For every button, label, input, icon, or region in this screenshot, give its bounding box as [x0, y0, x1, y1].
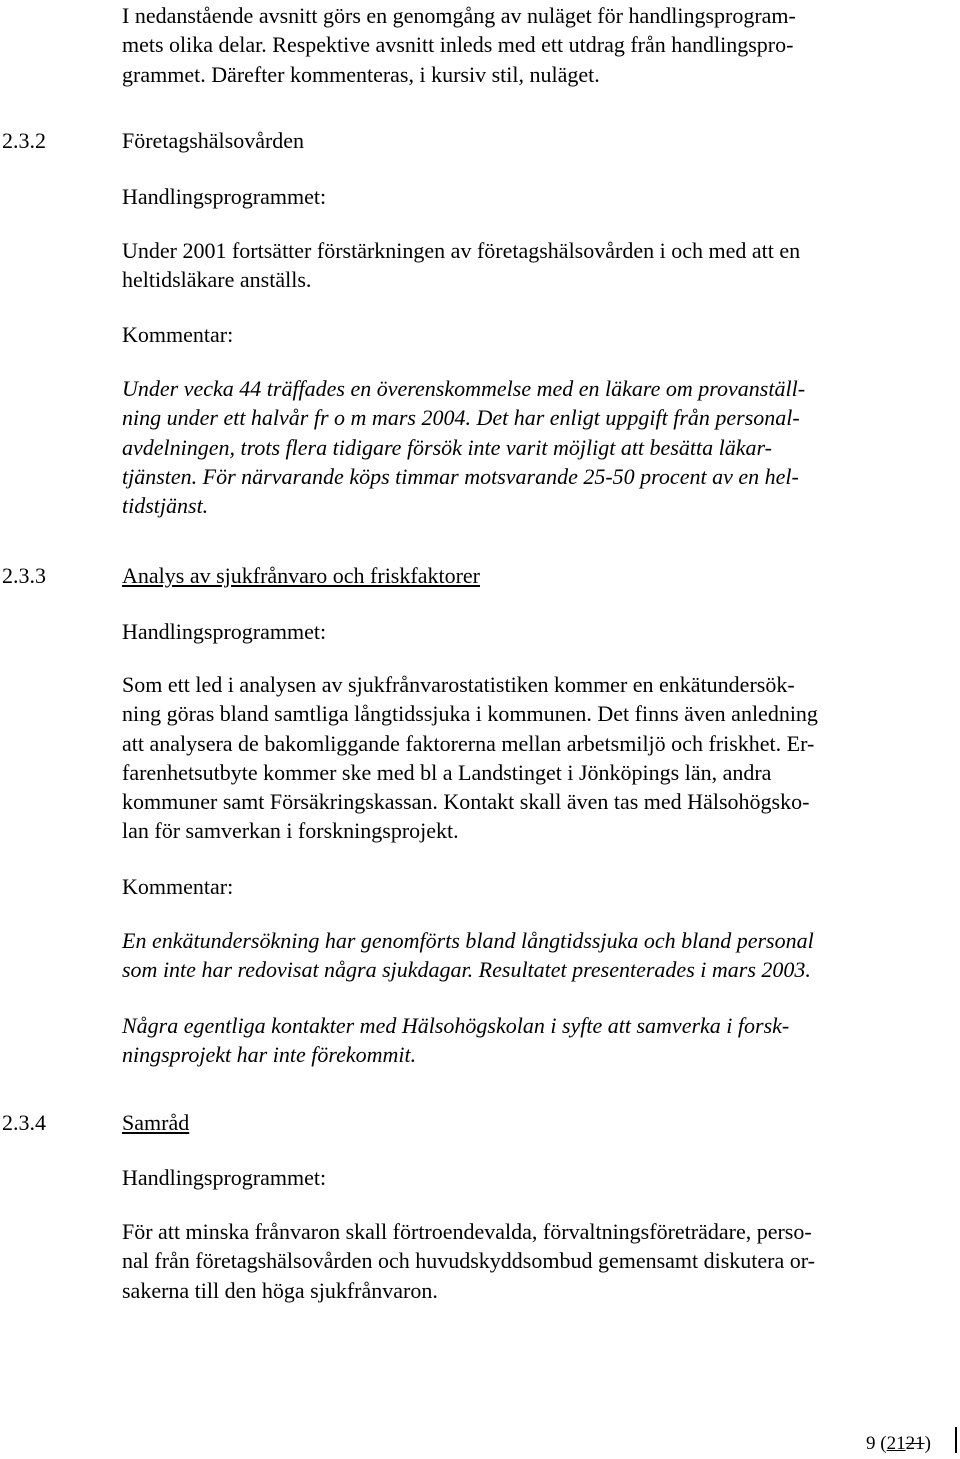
program-line: att analysera de bakomliggande faktorerna mellan arbetsmiljö och friskhet. Er- — [122, 730, 815, 756]
section-number: 2.3.4 — [2, 1110, 46, 1135]
page-number-inserted: 21 — [886, 1433, 906, 1454]
comment-line: ning under ett halvår fr o m mars 2004. Det har enligt uppgift från personal- — [122, 405, 800, 431]
comment-label: Kommentar: — [122, 322, 234, 347]
section-title: Samråd — [122, 1110, 190, 1135]
program-line: nal från företagshälsovården och huvudskyddsombud gemensamt diskutera or- — [122, 1248, 815, 1274]
section-number: 2.3.2 — [2, 128, 46, 153]
comment-paragraph — [122, 926, 934, 985]
program-paragraph — [122, 670, 934, 846]
intro-line: I nedanstående avsnitt görs en genomgång av nuläget för handlingsprogram- — [122, 3, 796, 28]
intro-line: mets olika delar. Respektive avsnitt inleds med ett utdrag från handlingspro- — [122, 32, 794, 58]
program-line: kommuner samt Försäkringskassan. Kontakt skall även tas med Hälsohögsko- — [122, 789, 810, 815]
program-line: För att minska frånvaron skall förtroendevalda, förvaltningsföreträdare, perso- — [122, 1219, 812, 1244]
intro-paragraph — [122, 1, 934, 89]
program-line: lan för samverkan i forskningsprojekt. — [122, 818, 459, 844]
program-label: Handlingsprogrammet: — [122, 1165, 327, 1190]
comment-paragraph — [122, 1011, 934, 1070]
comment-line: tjänsten. För närvarande köps timmar motsvarande 25-50 procent av en hel- — [122, 463, 799, 489]
section-title: Företagshälsovården — [122, 128, 305, 153]
comment-line: Under vecka 44 träffades en överenskommelse med en läkare om provanställ- — [122, 376, 806, 401]
page-number-deleted: 21 — [905, 1433, 925, 1454]
intro-line: grammet. Därefter kommenteras, i kursiv stil, nuläget. — [122, 61, 600, 87]
program-line: ning göras bland samtliga långtidssjuka i kommunen. Det finns även anledning — [122, 701, 818, 727]
page-number-suffix: ) — [924, 1433, 931, 1454]
comment-paragraph — [122, 374, 934, 520]
program-line: heltidsläkare anställs. — [122, 267, 312, 293]
comment-line: avdelningen, trots flera tidigare försök inte varit möjligt att besätta läkar- — [122, 434, 772, 460]
comment-line: tidstjänst. — [122, 493, 209, 519]
program-paragraph — [122, 236, 934, 295]
section-number: 2.3.3 — [2, 563, 46, 588]
comment-line: En enkätundersökning har genomförts bland långtidssjuka och bland personal — [122, 928, 814, 953]
page-number — [866, 1432, 931, 1456]
program-line: Som ett led i analysen av sjukfrånvarostatistiken kommer en enkätundersök- — [122, 672, 795, 697]
program-line: Under 2001 fortsätter förstärkningen av företagshälsovården i och med att en — [122, 238, 801, 263]
section-title: Analys av sjukfrånvaro och friskfaktorer — [122, 563, 480, 588]
program-paragraph — [122, 1217, 934, 1305]
program-line: farenhetsutbyte kommer ske med bl a Landstinget i Jönköpings län, andra — [122, 759, 772, 785]
comment-line: som inte har redovisat några sjukdagar. Resultatet presenterades i mars 2003. — [122, 957, 811, 983]
comment-line: ningsprojekt har inte förekommit. — [122, 1042, 417, 1068]
program-label: Handlingsprogrammet: — [122, 619, 327, 644]
page-number-prefix: 9 ( — [866, 1433, 887, 1454]
program-label: Handlingsprogrammet: — [122, 184, 327, 209]
comment-line: Några egentliga kontakter med Hälsohögskolan i syfte att samverka i forsk- — [122, 1013, 790, 1038]
program-line: sakerna till den höga sjukfrånvaron. — [122, 1277, 438, 1303]
comment-label: Kommentar: — [122, 874, 234, 899]
change-bar — [955, 1427, 957, 1453]
